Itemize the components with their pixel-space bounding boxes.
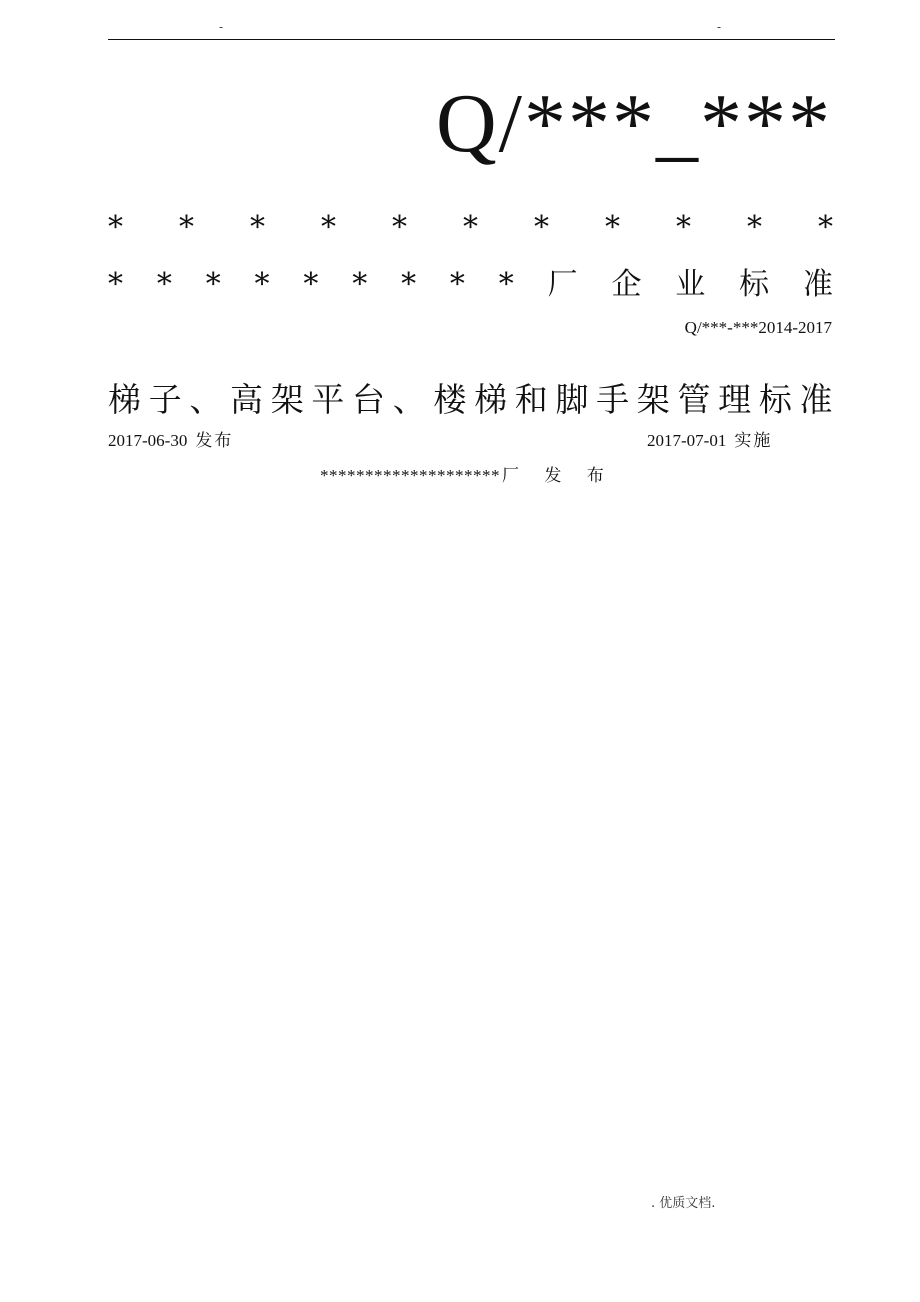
header-dash-right: - <box>717 20 722 34</box>
header-rule <box>108 39 835 40</box>
masked-char: * <box>605 210 620 245</box>
standard-number: Q/***-***2014-2017 <box>684 318 832 337</box>
header-dash-left: - <box>219 20 224 34</box>
publish-date: 2017-06-30 <box>108 431 188 450</box>
masked-char: * <box>250 210 265 245</box>
masked-char: * <box>498 267 514 302</box>
effective-label: 实施 <box>734 431 773 451</box>
masked-char: * <box>449 267 465 302</box>
document-title: 梯子、高架平台、楼梯和脚手架管理标准 <box>108 380 833 419</box>
standard-code: Q/***_*** <box>436 77 832 170</box>
masked-char: * <box>108 267 123 302</box>
footer-text: . 优质文档. <box>651 1196 716 1211</box>
issuer-label: 厂 发 布 <box>502 466 614 486</box>
masked-char: * <box>676 210 691 245</box>
effective-date: 2017-07-01 <box>647 431 727 450</box>
masked-char: * <box>179 210 194 245</box>
masked-char: * <box>818 210 833 245</box>
masked-char: * <box>108 210 123 245</box>
enterprise-standard-line <box>108 268 833 302</box>
masked-char: * <box>401 267 417 302</box>
standard-type-char: 业 <box>675 267 706 302</box>
standard-type-char: 企 <box>611 267 642 302</box>
standard-type-char: 标 <box>739 267 770 302</box>
masked-char: * <box>392 210 407 245</box>
standard-type-char: 准 <box>802 267 833 302</box>
issuer-line <box>320 464 614 488</box>
masked-char: * <box>463 210 478 245</box>
masked-char: * <box>205 267 221 302</box>
masked-char: * <box>156 267 172 302</box>
publish-label: 发布 <box>195 431 234 451</box>
masked-char: * <box>352 267 368 302</box>
masked-char: * <box>303 267 319 302</box>
issuer-masked-name: ******************** <box>320 466 500 485</box>
publish-date-line <box>108 430 233 452</box>
standard-type-char: 厂 <box>547 267 578 302</box>
masked-char: * <box>534 210 549 245</box>
masked-char: * <box>321 210 336 245</box>
masked-char: * <box>747 210 762 245</box>
effective-date-line <box>647 430 772 452</box>
masked-company-line <box>108 211 833 245</box>
masked-char: * <box>254 267 270 302</box>
